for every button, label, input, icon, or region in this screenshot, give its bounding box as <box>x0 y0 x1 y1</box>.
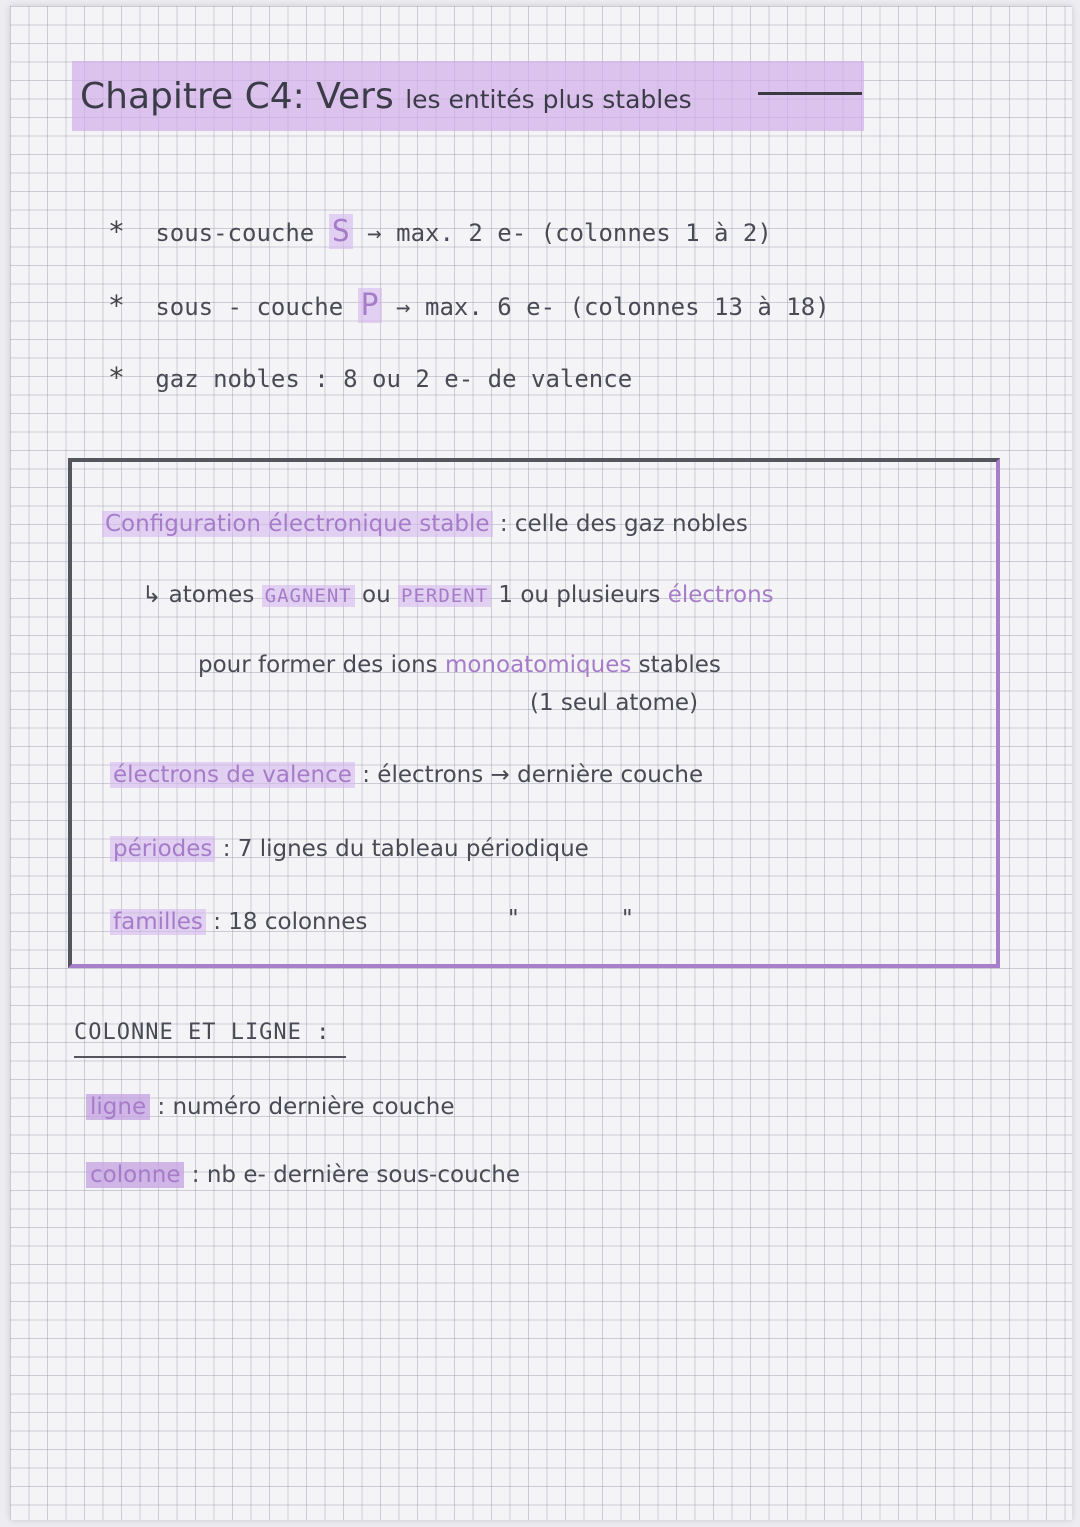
gagnent-word: GAGNENT <box>262 585 355 607</box>
ligne-label: ligne <box>86 1094 150 1120</box>
atoms-word: atomes <box>168 582 255 608</box>
ou-word: ou <box>362 582 391 608</box>
bullet-note: (colonnes 1 à 2) <box>540 219 772 247</box>
star-icon: * <box>108 289 125 322</box>
ligne-line <box>86 1094 455 1120</box>
colonne-label: colonne <box>86 1162 184 1188</box>
bullet-prefix: sous - couche <box>155 293 344 321</box>
bullet-p-sublayer <box>108 288 830 323</box>
valence-label: électrons de valence <box>110 762 355 788</box>
periodes-text: : 7 lignes du tableau périodique <box>222 836 589 862</box>
bullet-prefix: sous-couche <box>155 219 315 247</box>
monoatomiques-word: monoatomiques <box>444 652 632 678</box>
ditto-mark-1: " <box>508 906 519 932</box>
ditto-mark-2: " <box>622 906 633 932</box>
bullet-s-sublayer <box>108 214 772 249</box>
atoms-line <box>142 582 774 608</box>
config-text: : celle des gaz nobles <box>499 511 748 537</box>
bullet-key: S <box>329 214 353 249</box>
ligne-text: : numéro dernière couche <box>157 1094 455 1120</box>
bullet-middle: 8 ou 2 e- de valence <box>343 365 633 393</box>
bullet-prefix: gaz nobles : <box>155 365 329 393</box>
bullet-key: P <box>358 288 382 323</box>
star-icon: * <box>108 215 125 248</box>
colonne-text: : nb e- dernière sous-couche <box>191 1162 521 1188</box>
section-underline <box>74 1056 346 1058</box>
bullet-middle: → max. 2 e- <box>367 219 527 247</box>
notebook-page <box>10 6 1072 1520</box>
familles-line <box>110 909 367 935</box>
perdent-word: PERDENT <box>398 585 491 607</box>
electrons-word: électrons <box>667 582 774 608</box>
valence-line <box>110 762 703 788</box>
config-label: Configuration électronique stable <box>102 511 493 537</box>
valence-text: : électrons → dernière couche <box>362 762 704 788</box>
title-rest: les entités plus stables <box>405 85 692 114</box>
ions-line <box>198 652 721 678</box>
page-title <box>80 76 692 117</box>
bullet-noble-gases <box>108 361 632 394</box>
config-line <box>102 511 748 537</box>
bullet-note: (colonnes 13 à 18) <box>569 293 830 321</box>
pour-text: pour former des ions <box>198 652 438 678</box>
star-icon: * <box>108 361 125 394</box>
bullet-middle: → max. 6 e- <box>396 293 556 321</box>
title-main: Chapitre C4: Vers <box>80 76 394 117</box>
title-underline <box>758 92 862 95</box>
section-heading: COLONNE ET LIGNE : <box>74 1020 331 1045</box>
familles-text: : 18 colonnes <box>213 909 368 935</box>
periodes-label: périodes <box>110 836 215 862</box>
plusieurs-word: 1 ou plusieurs <box>498 582 661 608</box>
familles-label: familles <box>110 909 206 935</box>
stables-word: stables <box>638 652 721 678</box>
single-atom-note: (1 seul atome) <box>530 690 699 716</box>
periodes-line <box>110 836 589 862</box>
arrow-icon: ↳ <box>142 582 162 608</box>
colonne-line <box>86 1162 520 1188</box>
